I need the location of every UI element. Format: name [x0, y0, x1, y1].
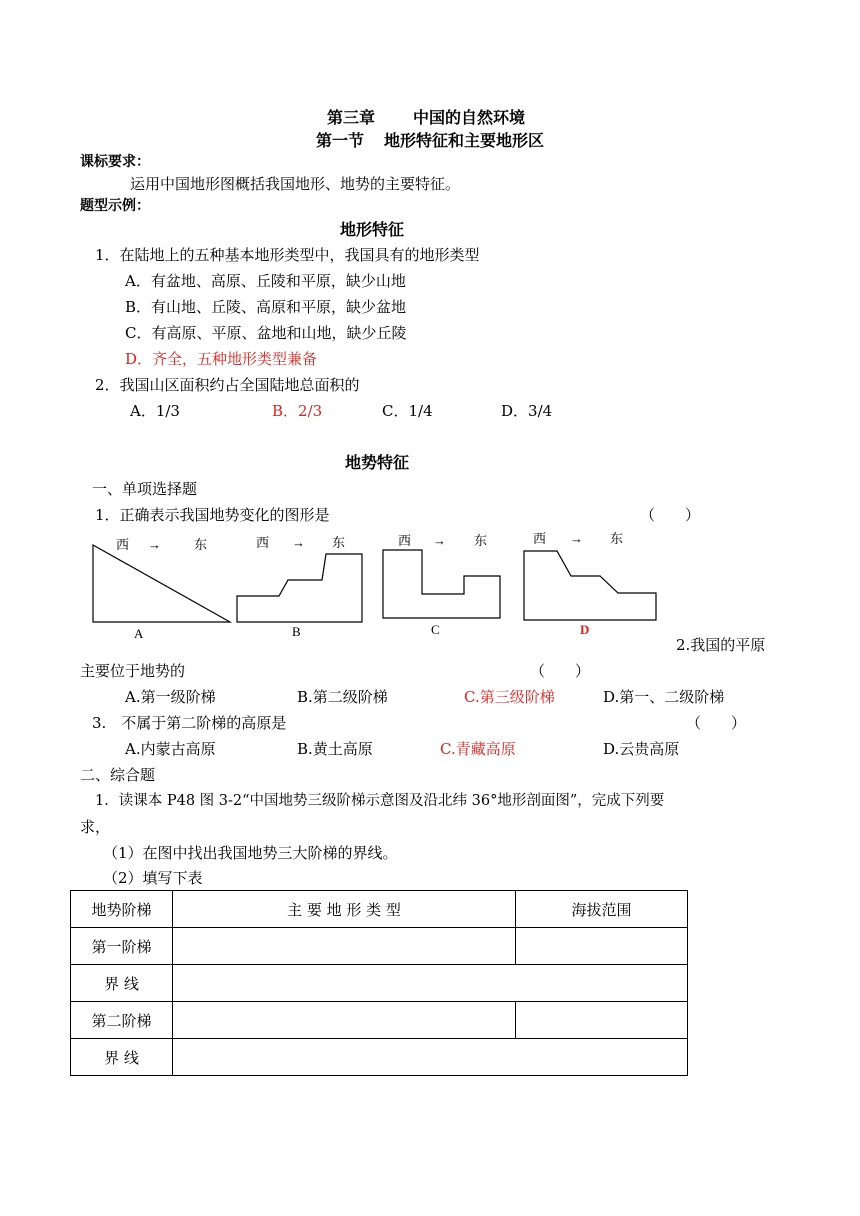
c1-sub2: （2）填写下表 [103, 869, 203, 887]
table-cell-blank[interactable] [173, 965, 688, 1002]
p2-q1-stem: 1．正确表示我国地势变化的图形是 [95, 506, 330, 524]
relief-heading: 地势特征 [345, 453, 410, 472]
table-row [71, 1002, 688, 1039]
p2-q2-option-d: D.第一、二级阶梯 [603, 688, 725, 706]
figure-b-east-label: 东 [332, 535, 346, 550]
figure-a-arrow: → [148, 537, 161, 552]
terrain-heading: 地形特征 [340, 220, 405, 239]
figure-d [524, 531, 656, 637]
p2-q2-option-c: C.第三级阶梯 [464, 688, 555, 706]
p2-q3-option-c: C.青藏高原 [440, 740, 516, 758]
standard-label: 课标要求： [80, 154, 150, 170]
p1-q2-option-a: A．1/3 [130, 402, 180, 420]
chapter-label: 第三章 [327, 108, 376, 127]
table-cell-blank[interactable] [516, 1002, 688, 1039]
p1-q1-option-b: B．有山地、丘陵、高原和平原，缺少盆地 [125, 298, 407, 316]
table-row-label: 第二阶梯 [71, 1002, 173, 1039]
c1-stem-line2: 求， [80, 818, 111, 836]
table-row-label: 界 线 [71, 1039, 173, 1076]
p2-q2-answer-blank: （ ） [530, 662, 591, 680]
p1-q1-option-c: C．有高原、平原、盆地和山地，缺少丘陵 [125, 324, 407, 342]
table-row-label: 界 线 [71, 965, 173, 1002]
figure-d-profile [524, 551, 656, 620]
p1-q2-stem: 2．我国山区面积约占全国陆地总面积的 [95, 376, 360, 394]
c1-stem-line1: 1．读课本 P48 图 3-2“中国地势三级阶梯示意图及沿北纬 36°地形剖面图”，完成下列要 [95, 793, 665, 809]
table-cell-blank[interactable] [173, 928, 516, 965]
table-header-cell: 主 要 地 形 类 型 [173, 891, 516, 928]
table-row-label: 第一阶梯 [71, 928, 173, 965]
figure-d-label: D [580, 622, 590, 637]
p1-q1-option-a: A．有盆地、高原、丘陵和平原，缺少山地 [125, 272, 406, 290]
table-row [71, 965, 688, 1002]
figure-c-profile [383, 550, 500, 618]
p2-q3-option-b: B.黄土高原 [297, 740, 373, 758]
table-cell-blank[interactable] [516, 928, 688, 965]
table-header-cell: 海拔范围 [516, 891, 688, 928]
relief-steps-table [70, 890, 688, 1076]
figure-a-label: A [134, 626, 144, 641]
figure-b [237, 535, 362, 639]
p1-q1-stem: 1．在陆地上的五种基本地形类型中，我国具有的地形类型 [95, 246, 480, 264]
p2-q2-stem-end: 主要位于地势的 [80, 662, 186, 680]
section-title: 地形特征和主要地形区 [384, 131, 545, 150]
section-comprehensive: 二、综合题 [80, 766, 156, 784]
figure-b-profile [237, 554, 362, 622]
p2-q2-option-a: A.第一级阶梯 [125, 688, 216, 706]
figure-c-arrow: → [433, 533, 446, 548]
p2-q3-option-d: D.云贵高原 [603, 740, 680, 758]
figure-c [383, 533, 500, 637]
figure-b-west-label: 西 [256, 535, 270, 550]
figure-c-west-label: 西 [398, 533, 412, 548]
standard-text: 运用中国地形图概括我国地形、地势的主要特征。 [130, 175, 461, 193]
p2-q2-option-b: B.第二级阶梯 [297, 688, 388, 706]
p1-q1-option-d: D．齐全，五种地形类型兼备 [125, 350, 318, 368]
table-cell-blank[interactable] [173, 1002, 516, 1039]
section-single-choice: 一、单项选择题 [92, 480, 198, 498]
examples-label: 题型示例： [80, 198, 150, 214]
c1-sub1: （1）在图中找出我国地势三大阶梯的界线。 [103, 844, 398, 862]
p2-q2-stem-start: 2.我国的平原 [676, 636, 766, 654]
figure-a [93, 537, 230, 641]
table-header-row [71, 891, 688, 928]
table-row [71, 1039, 688, 1076]
p1-q2-option-c: C．1/4 [382, 402, 433, 420]
figure-d-west-label: 西 [533, 531, 547, 546]
figure-b-arrow: → [292, 535, 305, 550]
relief-profile-figures [0, 528, 860, 644]
p1-q2-option-d: D．3/4 [501, 402, 553, 420]
table-cell-blank[interactable] [173, 1039, 688, 1076]
section-label: 第一节 [316, 131, 365, 150]
p2-q3-stem: 3. 不属于第二阶梯的高原是 [92, 714, 287, 732]
figure-a-east-label: 东 [194, 537, 208, 552]
p2-q3-answer-blank: （ ） [686, 714, 747, 732]
figure-d-arrow: → [570, 531, 583, 546]
table-header-cell: 地势阶梯 [71, 891, 173, 928]
p2-q3-option-a: A.内蒙古高原 [125, 740, 216, 758]
figure-d-east-label: 东 [610, 531, 624, 546]
p1-q2-option-b: B．2/3 [272, 402, 323, 420]
chapter-title: 中国的自然环境 [413, 108, 526, 127]
figure-c-label: C [431, 622, 440, 637]
figure-b-label: B [292, 624, 301, 639]
figure-a-west-label: 西 [116, 537, 130, 552]
table-row [71, 928, 688, 965]
figure-a-profile [93, 545, 230, 622]
figure-c-east-label: 东 [474, 533, 488, 548]
p2-q1-answer-blank: （ ） [640, 506, 701, 524]
